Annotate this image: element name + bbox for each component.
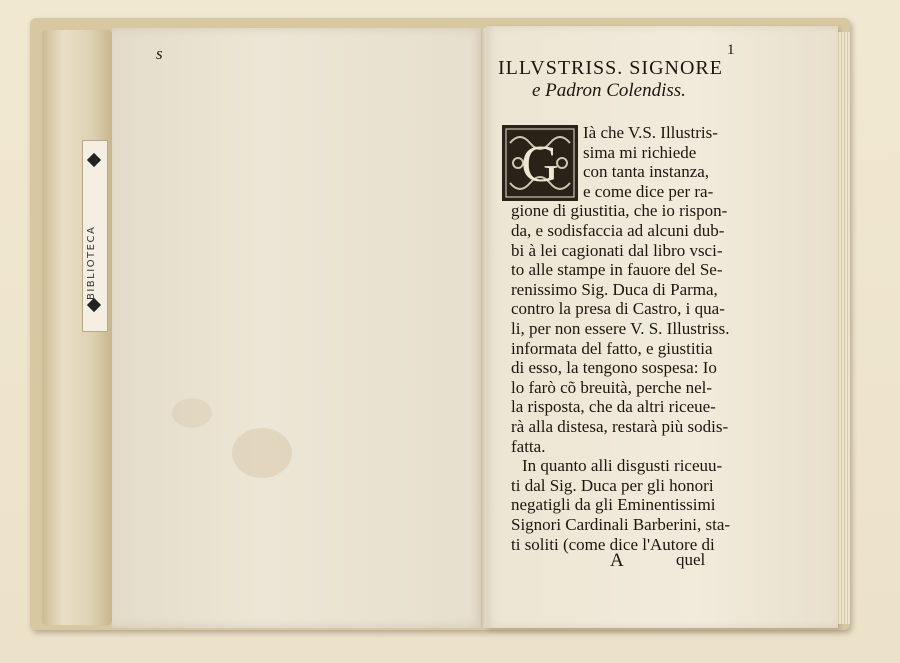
catchword: quel (676, 550, 706, 569)
body-line: In quanto alli disgusti riceuu- (522, 456, 723, 475)
page-subheading: e Padron Colendiss. (532, 80, 686, 101)
body-line: to alle stampe in fauore del Se- (511, 260, 723, 279)
initial-letter: G (521, 136, 559, 193)
body-line: di esso, la tengono sospesa: Io (511, 358, 717, 377)
body-line: gione di giustitia, che io rispon- (511, 201, 728, 220)
page-number: 1 (727, 42, 735, 58)
left-page (112, 28, 484, 628)
decorated-initial-icon (500, 123, 580, 203)
body-line: negatigli da gli Eminentissimi (511, 495, 716, 514)
body-line: con tanta instanza, (583, 162, 710, 181)
body-line: lo farò cõ breuità, perche nel- (511, 378, 713, 397)
page-stain (232, 428, 292, 478)
left-page-mark: s (156, 44, 163, 63)
body-line: Signori Cardinali Barberini, sta- (511, 515, 731, 534)
signature-mark: A (610, 550, 624, 571)
body-line: Ià che V.S. Illustris- (583, 123, 718, 142)
body-line: e come dice per ra- (583, 182, 714, 201)
body-line: li, per non essere V. S. Illustriss. (511, 319, 730, 338)
body-line: la risposta, che da altri riceue- (511, 397, 716, 416)
body-line: fatta. (511, 437, 546, 456)
spine-label-text: BIBLIOTECA (86, 225, 97, 300)
body-line: ti dal Sig. Duca per gli honori (511, 476, 714, 495)
body-line: renissimo Sig. Duca di Parma, (511, 280, 718, 299)
page-stain (172, 398, 212, 428)
body-line: bi à lei cagionati dal libro vsci- (511, 241, 723, 260)
page-edges (838, 32, 850, 624)
body-line: informata del fatto, e giustitia (511, 339, 713, 358)
body-line: ti soliti (come dice l'Autore di (511, 535, 715, 554)
body-line: sima mi richiede (583, 143, 697, 162)
body-line: da, e sodisfaccia ad alcuni dub- (511, 221, 725, 240)
body-line: contro la presa di Castro, i qua- (511, 299, 725, 318)
body-line: rà alla distesa, restarà più sodis- (511, 417, 729, 436)
page-heading: ILLVSTRISS. SIGNORE (498, 57, 723, 79)
